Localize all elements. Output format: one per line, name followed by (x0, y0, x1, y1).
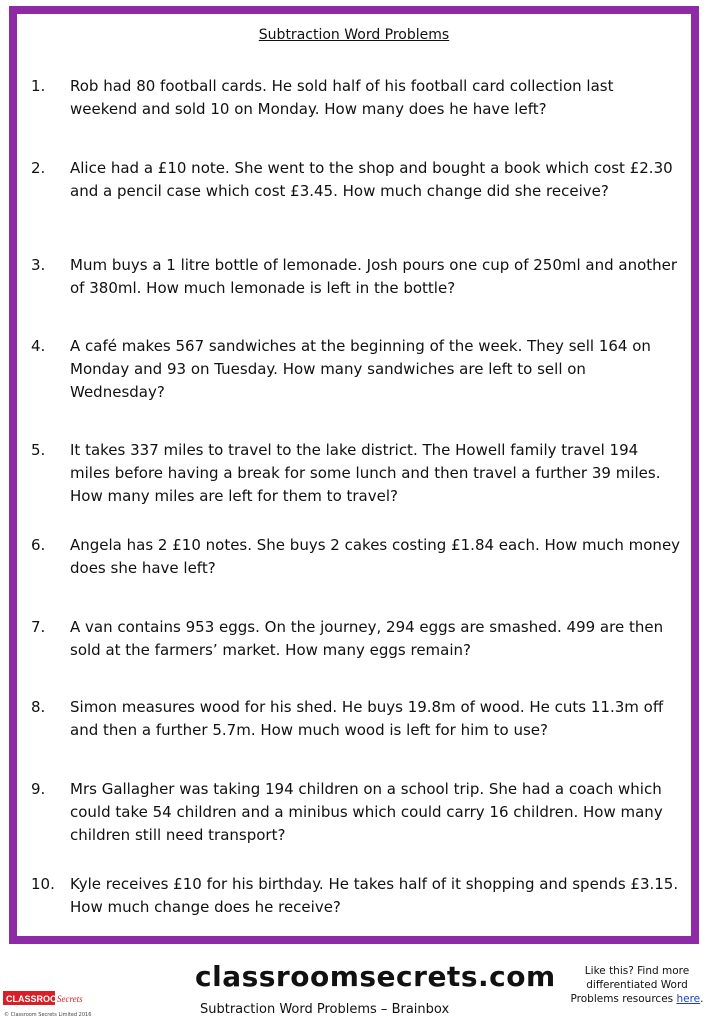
question-text: Mum buys a 1 litre bottle of lemonade. Josh pours one cup of 250ml and another of 380ml. How much lemonade is left in the bottle? (70, 256, 678, 297)
logo-text: CLASSROOM (6, 994, 65, 1004)
question-text: Simon measures wood for his shed. He buys 19.8m of wood. He cuts 11.3m off and then a further 5.7m. How much wood is left for him to use? (70, 698, 664, 739)
promo-text (567, 964, 707, 1006)
worksheet-frame (9, 6, 699, 944)
copyright-text: © Classroom Secrets Limited 2016 (4, 1012, 92, 1018)
question-number: 1. (31, 77, 46, 95)
question-number: 2. (31, 159, 46, 177)
question-number: 7. (31, 618, 46, 636)
classroom-secrets-logo (3, 989, 95, 1009)
question-text: Rob had 80 football cards. He sold half of his football card collection last weekend and sold 10 on Monday. How many does he have left? (70, 77, 614, 118)
worksheet-title: Subtraction Word Problems (258, 27, 450, 43)
question-number: 6. (31, 536, 46, 554)
question-number: 8. (31, 698, 46, 716)
question-text: A café makes 567 sandwiches at the beginning of the week. They sell 164 on Monday and 93 on Tuesday. How many sandwiches are left to sell on Wednesday? (70, 337, 651, 401)
logo-script: Secrets (57, 994, 83, 1004)
page-footer (0, 944, 709, 1024)
question-text: Angela has 2 £10 notes. She buys 2 cakes costing £1.84 each. How much money does she have left? (70, 536, 681, 577)
resource-subtitle: Subtraction Word Problems – Brainbox (200, 1002, 450, 1017)
question-number: 5. (31, 441, 46, 459)
promo-end: . (700, 993, 704, 1005)
question-text: It takes 337 miles to travel to the lake district. The Howell family travel 194 miles before having a break for some lunch and then travel a further 39 miles. How many miles are left for them to travel? (70, 441, 661, 505)
question-number: 4. (31, 337, 46, 355)
promo-link[interactable]: here (676, 993, 701, 1005)
promo-message: Like this? Find more differentiated Word Problems resources (570, 965, 690, 1005)
question-text: A van contains 953 eggs. On the journey, 294 eggs are smashed. 499 are then sold at the farmers’ market. How many eggs remain? (70, 618, 664, 659)
question-number: 9. (31, 780, 46, 798)
question-text: Kyle receives £10 for his birthday. He takes half of it shopping and spends £3.15. How much change does he receive? (70, 875, 679, 916)
question-number: 10. (31, 875, 55, 893)
question-text: Alice had a £10 note. She went to the shop and bought a book which cost £2.30 and a pencil case which cost £3.45. How much change did she receive? (70, 159, 673, 200)
question-text: Mrs Gallagher was taking 194 children on a school trip. She had a coach which could take 54 children and a minibus which could carry 16 children. How many children still need transport? (70, 780, 663, 844)
brand-name[interactable]: classroomsecrets.com (195, 960, 556, 993)
question-number: 3. (31, 256, 46, 274)
